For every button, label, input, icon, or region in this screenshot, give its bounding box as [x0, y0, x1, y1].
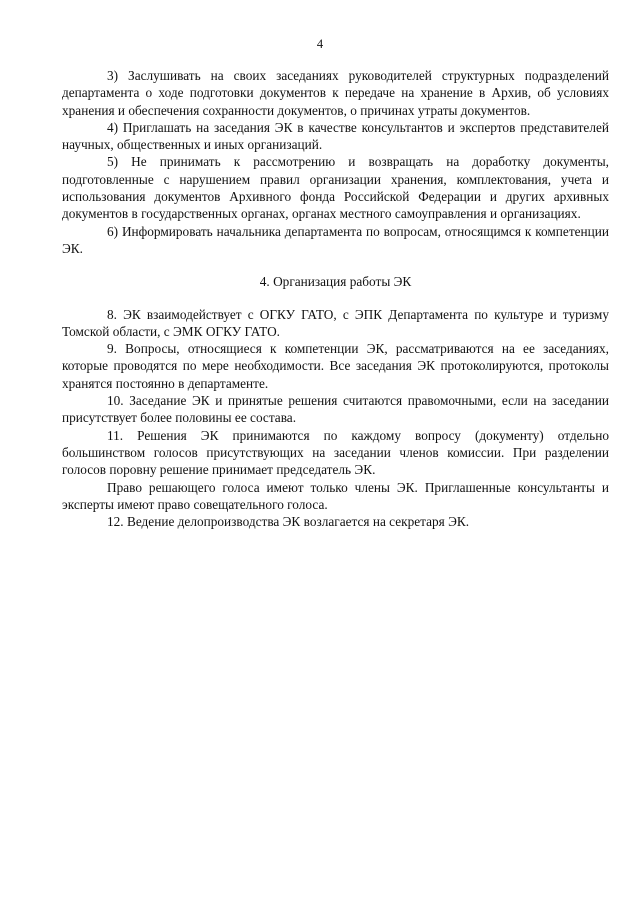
section-heading: 4. Организация работы ЭК [259, 274, 412, 290]
paragraph-clause-10: 10. Заседание ЭК и принятые решения считаются правомочными, если на заседании присутствует более половины ее состава. [62, 393, 609, 426]
paragraph-clause-8: 8. ЭК взаимодействует с ОГКУ ГАТО, с ЭПК Департамента по культуре и туризму Томской области, с ЭМК ОГКУ ГАТО. [62, 306, 609, 339]
paragraph-clause-12: 12. Ведение делопроизводства ЭК возлагается на секретаря ЭК. [107, 514, 470, 530]
paragraph-item-6: 6) Информировать начальника департамента по вопросам, относящимся к компетенции ЭК. [62, 223, 609, 256]
paragraph-item-4: 4) Приглашать на заседания ЭК в качестве консультантов и экспертов представителей научных, общественных и иных организаций. [62, 119, 609, 153]
paragraph-clause-11: 11. Решения ЭК принимаются по каждому вопросу (документу) отдельно большинством голосов присутствующих на заседании членов комиссии. При разделении голосов поровну решение принимает председатель ЭК. [62, 427, 609, 478]
paragraph-item-5: 5) Не принимать к рассмотрению и возвращать на доработку документы, подготовленные с нарушением правил организации хранения, комплектования, учета и использования документов Архивного фонда Российской Федерации и других архивных документов в государственных органах, органах местного самоуправления и организациях. [62, 154, 609, 222]
paragraph-voting-rights: Право решающего голоса имеют только члены ЭК. Приглашенные консультанты и эксперты имеют право совещательного голоса. [62, 479, 609, 512]
document-body [62, 67, 609, 530]
paragraph-clause-9: 9. Вопросы, относящиеся к компетенции ЭК, рассматриваются на ее заседаниях, которые проводятся по мере необходимости. Все заседания ЭК протоколируются, протоколы хранятся постоянно в департаменте. [62, 341, 609, 391]
page-number: 4 [316, 37, 324, 51]
paragraph-item-3: 3) Заслушивать на своих заседаниях руководителей структурных подразделений департамента о ходе подготовки документов к передаче на хранение в Архив, об условиях хранения и обеспечения сохранности документов, о причинах утраты документов. [62, 68, 609, 118]
